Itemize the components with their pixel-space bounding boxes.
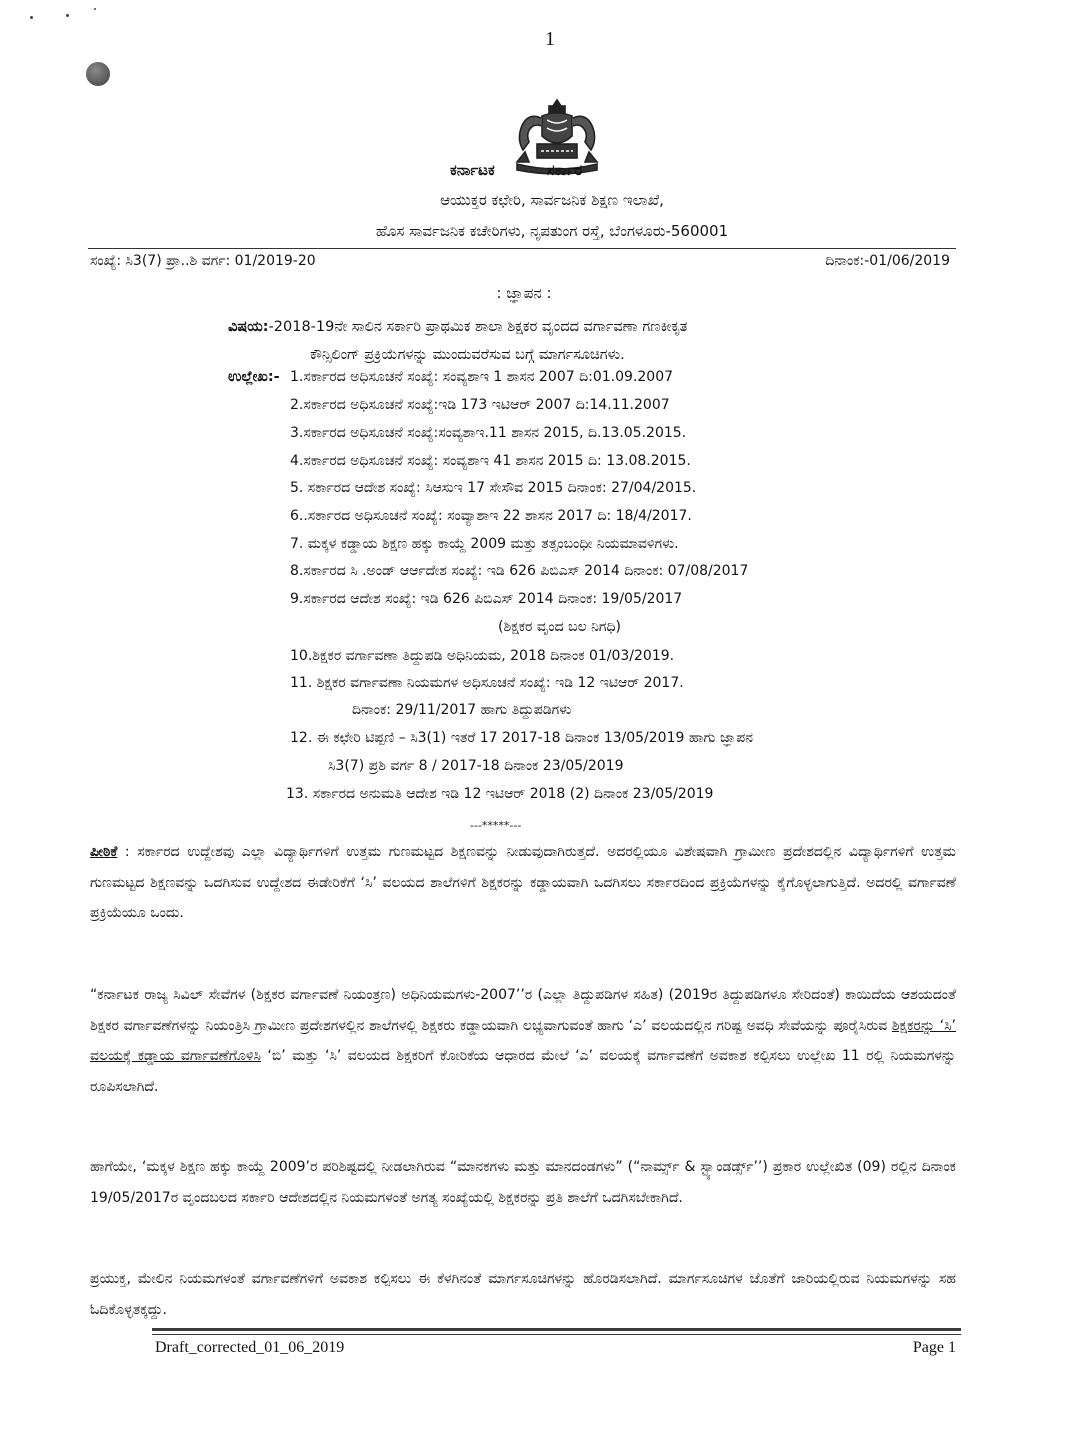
scan-speck: [30, 16, 33, 19]
subject-label: ವಿಷಯ:: [228, 319, 269, 335]
reference-item: 7. ಮಕ್ಕಳ ಕಡ್ಡಾಯ ಶಿಕ್ಷಣ ಹಕ್ಕು ಕಾಯ್ದೆ 2009 ಮತ್ತು ತತ್ಸಂಬಂಧೀ ನಿಯಮಾವಳಿಗಳು.: [290, 536, 679, 552]
gov-title-right: ಸರ್ಕಾರ: [546, 161, 583, 179]
scan-speck: [66, 14, 69, 17]
paragraph-rules-underlined: ಶಿಕ್ಷಕರನ್ನು ‘ಸಿ’ ವಲಯಕ್ಕೆ ಕಡ್ಡಾಯ ವರ್ಗಾವಣೆಗೊಳಿಸಿ: [90, 1017, 956, 1064]
references-label: ಉಲ್ಲೇಖ:-: [228, 369, 280, 385]
reference-item: 10.ಶಿಕ್ಷಕರ ವರ್ಗಾವಣಾ ತಿದ್ದುಪಡಿ ಅಧಿನಿಯಮ, 2018 ದಿನಾಂಕ 01/03/2019.: [290, 648, 675, 664]
reference-item: 4.ಸರ್ಕಾರದ ಅಧಿಸೂಚನೆ ಸಂಖ್ಯೆ: ಸಂವ್ಯಶಾಇ 41 ಶಾಸನ 2015 ದಿ: 13.08.2015.: [290, 453, 691, 469]
reference-item: 5. ಸರ್ಕಾರದ ಆದೇಶ ಸಂಖ್ಯೆ: ಸಿಆಸುಇ 17 ಸೇಸೌವ 2015 ದಿನಾಂಕ: 27/04/2015.: [290, 480, 697, 496]
header-divider: [88, 248, 956, 249]
paragraph-rules-text: “ಕರ್ನಾಟಕ ರಾಜ್ಯ ಸಿವಿಲ್ ಸೇವೆಗಳ (ಶಿಕ್ಷಕರ ವರ್ಗಾವಣೆ ನಿಯಂತ್ರಣ) ಅಧಿನಿಯಮಗಳು-2007’’ರ (ಎಲ್ಲಾ ತಿದ್ದುಪಡಿಗಳ ಸಹಿತ) (2019ರ ತಿದ್ದುಪಡಿಗಳೂ ಸೇರಿದಂತೆ) ಕಾಯಿದೆಯ ಆಶಯದಂತೆ ಶಿಕ್ಷಕರ ವರ್ಗಾವಣೆಗಳನ್ನು ನಿಯಂತ್ರಿಸಿ ಗ್ರಾಮೀಣ ಪ್ರದೇಶಗಳಲ್ಲಿನ ಶಾಲೆಗಳಲ್ಲಿ ಶಿಕ್ಷಕರು ಕಡ್ಡಾಯವಾಗಿ ಲಭ್ಯವಾಗುವಂತೆ ಹಾಗು ‘ಎ’ ವಲಯದಲ್ಲಿನ ಗರಿಷ್ಟ ಅವಧಿ ಸೇವೆಯನ್ನು ಪೂರೈಸಿರುವ: [90, 987, 956, 1034]
page-number: 1: [545, 28, 555, 50]
reference-item-note: (ಶಿಕ್ಷಕರ ವೃಂದ ಬಲ ನಿಗಧಿ): [498, 619, 621, 635]
footer-page-label: Page 1: [912, 1339, 956, 1356]
office-address: ಹೊಸ ಸಾರ್ವಜನಿಕ ಕಚೇರಿಗಳು, ನೃಪತುಂಗ ರಸ್ತೆ, ಬೆಂಗಳೂರು-560001: [375, 222, 729, 240]
reference-item-continuation: ಸಿ3(7) ಪ್ರಶಿ ವರ್ಗ 8 / 2017-18 ದಿನಾಂಕ 23/05/2019: [328, 758, 624, 774]
memo-date: ದಿನಾಂಕ:-01/06/2019: [825, 253, 950, 269]
reference-item: 3.ಸರ್ಕಾರದ ಅಧಿಸೂಚನೆ ಸಂಖ್ಯೆ:ಸಂವ್ಯಶಾಇ.11 ಶಾಸನ 2015, ದಿ.13.05.2015.: [290, 425, 687, 441]
memo-title: : ಜ್ಞಾಪನ :: [496, 284, 552, 302]
preamble-text: : ಸರ್ಕಾರದ ಉದ್ದೇಶವು ಎಲ್ಲಾ ವಿದ್ಯಾರ್ಥಿಗಳಿಗೆ ಉತ್ತಮ ಗುಣಮಟ್ಟದ ಶಿಕ್ಷಣವನ್ನು ನೀಡುವುದಾಗಿರುತ್ತದೆ. ಅದರಲ್ಲಿಯೂ ವಿಶೇಷವಾಗಿ ಗ್ರಾಮೀಣ ಪ್ರದೇಶದಲ್ಲಿನ ವಿದ್ಯಾರ್ಥಿಗಳಿಗೆ ಉತ್ತಮ ಗುಣಮಟ್ಟದ ಶಿಕ್ಷಣವನ್ನು ಒದಗಿಸುವ ಉದ್ದೇಶದ ಈಡೇರಿಕೆಗೆ ‘ಸಿ’ ವಲಯದ ಶಾಲೆಗಳಿಗೆ ಶಿಕ್ಷಕರನ್ನು ಕಡ್ಡಾಯವಾಗಿ ಒದಗಿಸಲು ಸರ್ಕಾರದಿಂದ ಪ್ರಕ್ರಿಯೆಗಳನ್ನು ಕೈಗೊಳ್ಳಲಾಗುತ್ತಿದೆ. ಅದರಲ್ಲಿ ವರ್ಗಾವಣೆ ಪ್ರಕ್ರಿಯೆಯೂ ಒಂದು.: [90, 844, 956, 921]
subject-line-2: ಕೌನ್ಸಿಲಿಂಗ್ ಪ್ರಕ್ರಿಯೆಗಳನ್ನು ಮುಂದುವರೆಸುವ ಬಗ್ಗೆ ಮಾರ್ಗಸೂಚಿಗಳು.: [310, 347, 625, 363]
subject-line-1: -2018-19ನೇ ಸಾಲಿನ ಸರ್ಕಾರಿ ಪ್ರಾಥಮಿಕ ಶಾಲಾ ಶಿಕ್ಷಕರ ವೃಂದದ ವರ್ಗಾವಣಾ ಗಣಕೀಕೃತ: [268, 319, 688, 335]
footer-divider-thick: [152, 1328, 961, 1331]
office-name: ಆಯುಕ್ತರ ಕಛೇರಿ, ಸಾರ್ವಜನಿಕ ಶಿಕ್ಷಣ ಇಲಾಖೆ,: [440, 191, 664, 209]
preamble-label: ಪೀಠಿಕೆ: [90, 844, 118, 860]
paragraph-rules: [90, 980, 956, 1102]
reference-item: 11. ಶಿಕ್ಷಕರ ವರ್ಗಾವಣಾ ನಿಯಮಗಳ ಅಧಿಸೂಚನೆ ಸಂಖ್ಯೆ: ಇಡಿ 12 ಇಟಿಆರ್ 2017.: [290, 675, 684, 691]
preamble-paragraph: [90, 837, 956, 929]
paragraph-guidelines: ಪ್ರಯುಕ್ತ, ಮೇಲಿನ ನಿಯಮಗಳಂತೆ ವರ್ಗಾವಣೆಗಳಿಗೆ ಅವಕಾಶ ಕಲ್ಪಿಸಲು ಈ ಕೆಳಗಿನಂತೆ ಮಾರ್ಗಸೂಚಿಗಳನ್ನು ಹೊರಡಿಸಲಾಗಿದೆ. ಮಾರ್ಗಸೂಚಿಗಳ ಜೊತೆಗೆ ಜಾರಿಯಲ್ಲಿರುವ ನಿಯಮಗಳನ್ನು ಸಹ ಓದಿಕೊಳ್ಳತಕ್ಕದ್ದು.: [90, 1271, 956, 1318]
paragraph-rules-text-end: ‘ಬಿ’ ಮತ್ತು ‘ಸಿ’ ವಲಯದ ಶಿಕ್ಷಕರಿಗೆ ಕೋರಿಕೆಯ ಆಧಾರದ ಮೇಲೆ ‘ಎ’ ವಲಯಕ್ಕೆ ವರ್ಗಾವಣೆಗೆ ಅವಕಾಶ ಕಲ್ಪಿಸಲು ಉಲ್ಲೇಖ 11 ರಲ್ಲಿ ನಿಯಮಗಳನ್ನು ರೂಪಿಸಲಾಗಿದೆ.: [90, 1048, 956, 1095]
section-separator: ---*****---: [470, 819, 522, 832]
reference-item: 9.ಸರ್ಕಾರದ ಆದೇಶ ಸಂಖ್ಯೆ: ಇಡಿ 626 ಪಿಬಿಎಸ್ 2014 ದಿನಾಂಕ: 19/05/2017: [290, 591, 683, 607]
reference-item: 2.ಸರ್ಕಾರದ ಅಧಿಸೂಚನೆ ಸಂಖ್ಯೆ:ಇಡಿ 173 ಇಟಿಆರ್ 2007 ದಿ:14.11.2007: [290, 397, 670, 413]
paragraph-rte: ಹಾಗೆಯೇ, ‘ಮಕ್ಕಳ ಶಿಕ್ಷಣ ಹಕ್ಕು ಕಾಯ್ದೆ 2009’ರ ಪರಿಶಿಷ್ಟದಲ್ಲಿ ನೀಡಲಾಗಿರುವ “ಮಾನಕಗಳು ಮತ್ತು ಮಾನದಂಡಗಳು” (“ನಾರ್ಮ್ಸ್ & ಸ್ಟ್ಯಾಂಡರ್ಡ್ಸ್’’) ಪ್ರಕಾರ ಉಲ್ಲೇಖಿತ (09) ರಲ್ಲಿನ ದಿನಾಂಕ 19/05/2017ರ ವೃಂದಬಲದ ಸರ್ಕಾರಿ ಆದೇಶದಲ್ಲಿನ ನಿಯಮಗಳಂತೆ ಅಗತ್ಯ ಸಂಖ್ಯೆಯಲ್ಲಿ ಶಿಕ್ಷಕರನ್ನು ಪ್ರತಿ ಶಾಲೆಗೆ ಒದಗಿಸಬೇಕಾಗಿದೆ.: [90, 1159, 956, 1206]
reference-item: 8.ಸರ್ಕಾರದ ಸಿ .ಅಂಡ್ ಆರ್ಆದೇಶ ಸಂಖ್ಯೆ: ಇಡಿ 626 ಪಿಬಿಎಸ್ 2014 ದಿನಾಂಕ: 07/08/2017: [290, 563, 749, 579]
reference-item: 12. ಈ ಕಛೇರಿ ಟಿಪ್ಪಣಿ – ಸಿ3(1) ಇತರೆ 17 2017-18 ದಿನಾಂಕ 13/05/2019 ಹಾಗು ಜ್ಞಾಪನ: [290, 730, 754, 746]
gov-title-left: ಕರ್ನಾಟಕ: [450, 161, 495, 179]
subject-block: [228, 313, 948, 369]
reference-item: 6..ಸರ್ಕಾರದ ಅಧಿಸೂಚನೆ ಸಂಖ್ಯೆ: ಸಂವ್ಯಾಶಾಇ 22 ಶಾಸನ 2017 ದಿ: 18/4/2017.: [290, 508, 692, 524]
reference-number: ಸಂಖ್ಯೆ: ಸಿ3(7) ಪ್ರಾ..ಶಿ ವರ್ಗ: 01/2019-20: [90, 253, 316, 269]
punch-hole: [86, 62, 110, 86]
footer-divider-thin: [152, 1334, 961, 1335]
government-title: [450, 161, 582, 179]
reference-item: 1.ಸರ್ಕಾರದ ಅಧಿಸೂಚನೆ ಸಂಖ್ಯೆ: ಸಂವ್ಯಶಾಇ 1 ಶಾಸನ 2007 ದಿ:01.09.2007: [290, 369, 674, 385]
reference-item: 13. ಸರ್ಕಾರದ ಅನುಮತಿ ಆದೇಶ ಇಡಿ 12 ಇಟಿಆರ್ 2018 (2) ದಿನಾಂಕ 23/05/2019: [286, 786, 714, 802]
footer-draft-label: Draft_corrected_01_06_2019: [155, 1339, 345, 1356]
reference-item-continuation: ದಿನಾಂಕ: 29/11/2017 ಹಾಗು ತಿದ್ದುಪಡಿಗಳು: [352, 702, 572, 718]
scan-speck: [94, 8, 96, 10]
